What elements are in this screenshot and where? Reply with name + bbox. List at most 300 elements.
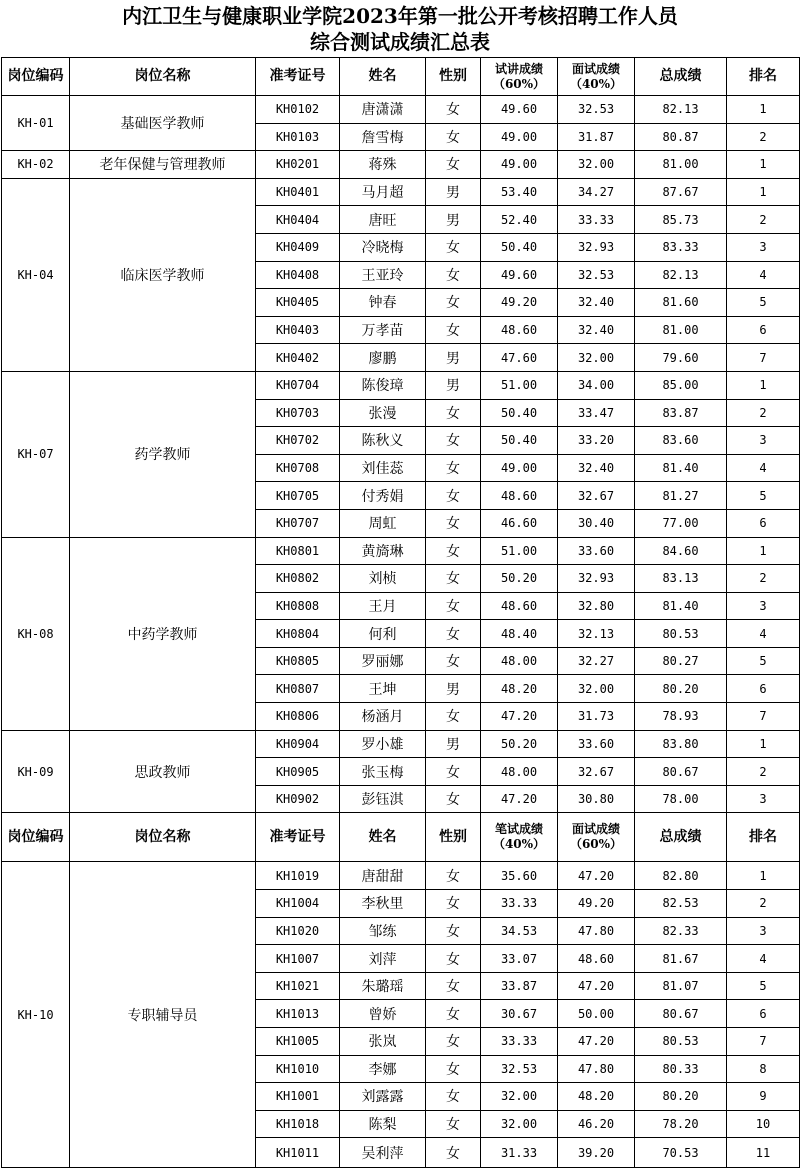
score-1: 48.00	[481, 647, 558, 675]
total-score: 81.07	[635, 972, 727, 1000]
score-1: 50.20	[481, 730, 558, 758]
candidate-name: 万孝苗	[340, 316, 426, 344]
gender: 女	[426, 1083, 481, 1111]
gender: 男	[426, 675, 481, 703]
gender: 女	[426, 917, 481, 945]
score-1: 47.20	[481, 785, 558, 813]
exam-id: KH0802	[256, 565, 340, 593]
gender: 女	[426, 427, 481, 455]
rank: 4	[727, 454, 800, 482]
rank: 6	[727, 1000, 800, 1028]
gender: 女	[426, 565, 481, 593]
score-2: 32.93	[558, 565, 635, 593]
position-code: KH-02	[2, 151, 70, 179]
score-2: 47.80	[558, 1055, 635, 1083]
position-code: KH-07	[2, 371, 70, 537]
gender: 女	[426, 482, 481, 510]
candidate-name: 陈俊璋	[340, 371, 426, 399]
score-1: 50.20	[481, 565, 558, 593]
rank: 1	[727, 371, 800, 399]
gender: 女	[426, 316, 481, 344]
rank: 2	[727, 206, 800, 234]
gender: 女	[426, 454, 481, 482]
total-score: 82.13	[635, 96, 727, 124]
score-2: 30.40	[558, 509, 635, 537]
score-table	[1, 57, 800, 1168]
score-2: 31.87	[558, 123, 635, 151]
candidate-name: 邹练	[340, 917, 426, 945]
page-title: 内江卫生与健康职业学院2023年第一批公开考核招聘工作人员	[122, 4, 678, 28]
total-score: 81.40	[635, 592, 727, 620]
rank: 7	[727, 1028, 800, 1056]
total-score: 81.00	[635, 151, 727, 179]
score-1: 52.40	[481, 206, 558, 234]
rank: 3	[727, 785, 800, 813]
rank: 3	[727, 427, 800, 455]
position-name: 中药学教师	[70, 537, 256, 730]
gender: 女	[426, 1110, 481, 1138]
candidate-name: 刘露露	[340, 1083, 426, 1111]
candidate-name: 陈梨	[340, 1110, 426, 1138]
score-1: 48.60	[481, 592, 558, 620]
exam-id: KH1013	[256, 1000, 340, 1028]
gender: 女	[426, 620, 481, 648]
table-row	[2, 178, 800, 206]
table-row	[2, 371, 800, 399]
score-1: 49.60	[481, 96, 558, 124]
score-2: 34.27	[558, 178, 635, 206]
candidate-name: 张岚	[340, 1028, 426, 1056]
score-2: 32.40	[558, 316, 635, 344]
gender: 女	[426, 123, 481, 151]
header-rank: 排名	[727, 813, 800, 862]
gender: 女	[426, 151, 481, 179]
gender: 女	[426, 1055, 481, 1083]
rank: 5	[727, 972, 800, 1000]
header-score1	[481, 58, 558, 96]
score-2: 33.47	[558, 399, 635, 427]
score-2: 50.00	[558, 1000, 635, 1028]
candidate-name: 冷晓梅	[340, 233, 426, 261]
gender: 女	[426, 890, 481, 918]
score-1: 48.20	[481, 675, 558, 703]
candidate-name: 王亚玲	[340, 261, 426, 289]
header-code: 岗位编码	[2, 813, 70, 862]
header-score2-weight: （40%）	[569, 76, 623, 91]
exam-id: KH0402	[256, 344, 340, 372]
table-body	[2, 58, 800, 1168]
score-2: 32.53	[558, 96, 635, 124]
score-1: 53.40	[481, 178, 558, 206]
score-1: 48.60	[481, 316, 558, 344]
gender: 女	[426, 862, 481, 890]
rank: 5	[727, 647, 800, 675]
header-score2-label: 面试成绩	[571, 822, 620, 837]
position-code: KH-10	[2, 862, 70, 1168]
rank: 6	[727, 675, 800, 703]
header-gender: 性别	[426, 58, 481, 96]
rank: 1	[727, 537, 800, 565]
score-2: 48.20	[558, 1083, 635, 1111]
candidate-name: 唐潇潇	[340, 96, 426, 124]
score-2: 32.67	[558, 482, 635, 510]
position-name: 基础医学教师	[70, 96, 256, 151]
candidate-name: 陈秋义	[340, 427, 426, 455]
rank: 1	[727, 178, 800, 206]
table-row	[2, 151, 800, 179]
table-row	[2, 96, 800, 124]
score-2: 32.00	[558, 151, 635, 179]
header-score1-label: 笔试成绩	[494, 822, 543, 837]
score-2: 32.53	[558, 261, 635, 289]
table-row	[2, 537, 800, 565]
score-1: 32.53	[481, 1055, 558, 1083]
total-score: 83.80	[635, 730, 727, 758]
total-score: 83.13	[635, 565, 727, 593]
total-score: 85.73	[635, 206, 727, 234]
candidate-name: 朱璐瑶	[340, 972, 426, 1000]
total-score: 80.87	[635, 123, 727, 151]
score-1: 49.00	[481, 123, 558, 151]
exam-id: KH0705	[256, 482, 340, 510]
exam-id: KH0703	[256, 399, 340, 427]
header-name: 姓名	[340, 813, 426, 862]
table-row	[2, 730, 800, 758]
candidate-name: 罗小雄	[340, 730, 426, 758]
header-id: 准考证号	[256, 58, 340, 96]
exam-id: KH0801	[256, 537, 340, 565]
candidate-name: 刘萍	[340, 945, 426, 973]
gender: 女	[426, 703, 481, 731]
score-2: 32.80	[558, 592, 635, 620]
gender: 女	[426, 537, 481, 565]
score-1: 30.67	[481, 1000, 558, 1028]
score-2: 47.20	[558, 1028, 635, 1056]
rank: 10	[727, 1110, 800, 1138]
score-1: 34.53	[481, 917, 558, 945]
exam-id: KH1019	[256, 862, 340, 890]
header-position: 岗位名称	[70, 58, 256, 96]
score-1: 49.00	[481, 454, 558, 482]
score-1: 35.60	[481, 862, 558, 890]
gender: 女	[426, 592, 481, 620]
exam-id: KH0702	[256, 427, 340, 455]
gender: 女	[426, 758, 481, 786]
rank: 5	[727, 289, 800, 317]
exam-id: KH0807	[256, 675, 340, 703]
rank: 2	[727, 758, 800, 786]
exam-id: KH0804	[256, 620, 340, 648]
exam-id: KH0902	[256, 785, 340, 813]
total-score: 81.40	[635, 454, 727, 482]
score-2: 32.40	[558, 289, 635, 317]
gender: 女	[426, 1028, 481, 1056]
total-score: 83.33	[635, 233, 727, 261]
gender: 女	[426, 399, 481, 427]
score-2: 47.20	[558, 862, 635, 890]
header-position: 岗位名称	[70, 813, 256, 862]
score-1: 32.00	[481, 1083, 558, 1111]
candidate-name: 周虹	[340, 509, 426, 537]
header-score2	[558, 58, 635, 96]
header-id: 准考证号	[256, 813, 340, 862]
score-1: 51.00	[481, 537, 558, 565]
position-name: 临床医学教师	[70, 178, 256, 371]
rank: 6	[727, 509, 800, 537]
score-1: 47.20	[481, 703, 558, 731]
score-2: 47.20	[558, 972, 635, 1000]
header-score1-weight: （60%）	[492, 76, 546, 91]
exam-id: KH0102	[256, 96, 340, 124]
candidate-name: 刘佳蕊	[340, 454, 426, 482]
total-score: 80.53	[635, 620, 727, 648]
gender: 女	[426, 945, 481, 973]
score-1: 32.00	[481, 1110, 558, 1138]
candidate-name: 王月	[340, 592, 426, 620]
position-name: 专职辅导员	[70, 862, 256, 1168]
exam-id: KH1001	[256, 1083, 340, 1111]
gender: 女	[426, 261, 481, 289]
table-row	[2, 862, 800, 890]
header-score2-label: 面试成绩	[571, 61, 620, 76]
score-1: 33.33	[481, 890, 558, 918]
candidate-name: 钟春	[340, 289, 426, 317]
gender: 男	[426, 730, 481, 758]
score-1: 33.87	[481, 972, 558, 1000]
total-score: 83.87	[635, 399, 727, 427]
score-1: 50.40	[481, 233, 558, 261]
position-name: 药学教师	[70, 371, 256, 537]
score-2: 32.27	[558, 647, 635, 675]
exam-id: KH0403	[256, 316, 340, 344]
score-2: 32.93	[558, 233, 635, 261]
candidate-name: 何利	[340, 620, 426, 648]
gender: 女	[426, 1138, 481, 1168]
header-rank: 排名	[727, 58, 800, 96]
header-name: 姓名	[340, 58, 426, 96]
exam-id: KH1004	[256, 890, 340, 918]
score-2: 33.33	[558, 206, 635, 234]
gender: 男	[426, 206, 481, 234]
score-2: 32.00	[558, 344, 635, 372]
candidate-name: 蒋殊	[340, 151, 426, 179]
rank: 9	[727, 1083, 800, 1111]
exam-id: KH0806	[256, 703, 340, 731]
exam-id: KH0401	[256, 178, 340, 206]
exam-id: KH0408	[256, 261, 340, 289]
exam-id: KH0409	[256, 233, 340, 261]
exam-id: KH1021	[256, 972, 340, 1000]
candidate-name: 唐甜甜	[340, 862, 426, 890]
total-score: 78.00	[635, 785, 727, 813]
position-name: 老年保健与管理教师	[70, 151, 256, 179]
candidate-name: 张玉梅	[340, 758, 426, 786]
rank: 1	[727, 862, 800, 890]
rank: 2	[727, 565, 800, 593]
total-score: 70.53	[635, 1138, 727, 1168]
page-subtitle: 综合测试成绩汇总表	[310, 30, 490, 54]
position-code: KH-09	[2, 730, 70, 813]
position-code: KH-01	[2, 96, 70, 151]
exam-id: KH0905	[256, 758, 340, 786]
total-score: 81.67	[635, 945, 727, 973]
score-1: 47.60	[481, 344, 558, 372]
header-row	[2, 813, 800, 862]
exam-id: KH1018	[256, 1110, 340, 1138]
rank: 1	[727, 730, 800, 758]
rank: 1	[727, 151, 800, 179]
total-score: 80.67	[635, 1000, 727, 1028]
score-2: 34.00	[558, 371, 635, 399]
rank: 4	[727, 945, 800, 973]
position-code: KH-08	[2, 537, 70, 730]
score-1: 50.40	[481, 427, 558, 455]
header-score1-label: 试讲成绩	[494, 61, 543, 76]
total-score: 80.20	[635, 1083, 727, 1111]
header-score2-weight: （60%）	[569, 837, 623, 852]
total-score: 82.53	[635, 890, 727, 918]
score-1: 49.00	[481, 151, 558, 179]
candidate-name: 付秀娟	[340, 482, 426, 510]
score-2: 46.20	[558, 1110, 635, 1138]
total-score: 80.20	[635, 675, 727, 703]
total-score: 80.27	[635, 647, 727, 675]
score-2: 48.60	[558, 945, 635, 973]
exam-id: KH1005	[256, 1028, 340, 1056]
score-1: 33.33	[481, 1028, 558, 1056]
gender: 男	[426, 178, 481, 206]
total-score: 83.60	[635, 427, 727, 455]
total-score: 77.00	[635, 509, 727, 537]
candidate-name: 张漫	[340, 399, 426, 427]
total-score: 78.93	[635, 703, 727, 731]
candidate-name: 马月超	[340, 178, 426, 206]
exam-id: KH0704	[256, 371, 340, 399]
header-score1-weight: （40%）	[492, 837, 546, 852]
gender: 女	[426, 1000, 481, 1028]
exam-id: KH1007	[256, 945, 340, 973]
header-total: 总成绩	[635, 58, 727, 96]
score-2: 32.67	[558, 758, 635, 786]
candidate-name: 杨涵月	[340, 703, 426, 731]
score-1: 50.40	[481, 399, 558, 427]
exam-id: KH1020	[256, 917, 340, 945]
header-code: 岗位编码	[2, 58, 70, 96]
exam-id: KH0103	[256, 123, 340, 151]
candidate-name: 黄旖琳	[340, 537, 426, 565]
exam-id: KH1011	[256, 1138, 340, 1168]
score-2: 31.73	[558, 703, 635, 731]
exam-id: KH0405	[256, 289, 340, 317]
rank: 3	[727, 233, 800, 261]
total-score: 80.53	[635, 1028, 727, 1056]
gender: 女	[426, 289, 481, 317]
candidate-name: 曾娇	[340, 1000, 426, 1028]
score-2: 47.80	[558, 917, 635, 945]
candidate-name: 彭钰淇	[340, 785, 426, 813]
score-1: 31.33	[481, 1138, 558, 1168]
rank: 3	[727, 592, 800, 620]
header-gender: 性别	[426, 813, 481, 862]
candidate-name: 李秋里	[340, 890, 426, 918]
candidate-name: 李娜	[340, 1055, 426, 1083]
candidate-name: 吴利萍	[340, 1138, 426, 1168]
rank: 4	[727, 261, 800, 289]
total-score: 81.00	[635, 316, 727, 344]
total-score: 80.67	[635, 758, 727, 786]
candidate-name: 王坤	[340, 675, 426, 703]
total-score: 87.67	[635, 178, 727, 206]
rank: 6	[727, 316, 800, 344]
total-score: 82.13	[635, 261, 727, 289]
total-score: 85.00	[635, 371, 727, 399]
rank: 5	[727, 482, 800, 510]
score-1: 49.20	[481, 289, 558, 317]
exam-id: KH1010	[256, 1055, 340, 1083]
gender: 男	[426, 344, 481, 372]
total-score: 82.80	[635, 862, 727, 890]
candidate-name: 唐旺	[340, 206, 426, 234]
score-2: 33.60	[558, 730, 635, 758]
candidate-name: 廖鹏	[340, 344, 426, 372]
total-score: 78.20	[635, 1110, 727, 1138]
score-2: 32.00	[558, 675, 635, 703]
exam-id: KH0808	[256, 592, 340, 620]
exam-id: KH0708	[256, 454, 340, 482]
gender: 女	[426, 96, 481, 124]
score-2: 39.20	[558, 1138, 635, 1168]
gender: 男	[426, 371, 481, 399]
exam-id: KH0404	[256, 206, 340, 234]
score-2: 30.80	[558, 785, 635, 813]
total-score: 81.27	[635, 482, 727, 510]
score-1: 48.00	[481, 758, 558, 786]
position-code: KH-04	[2, 178, 70, 371]
rank: 11	[727, 1138, 800, 1168]
position-name: 思政教师	[70, 730, 256, 813]
rank: 1	[727, 96, 800, 124]
rank: 2	[727, 399, 800, 427]
rank: 2	[727, 890, 800, 918]
exam-id: KH0201	[256, 151, 340, 179]
score-1: 49.60	[481, 261, 558, 289]
gender: 女	[426, 233, 481, 261]
candidate-name: 刘桢	[340, 565, 426, 593]
score-1: 33.07	[481, 945, 558, 973]
gender: 女	[426, 509, 481, 537]
rank: 4	[727, 620, 800, 648]
header-score2	[558, 813, 635, 862]
candidate-name: 罗丽娜	[340, 647, 426, 675]
total-score: 84.60	[635, 537, 727, 565]
exam-id: KH0805	[256, 647, 340, 675]
total-score: 80.33	[635, 1055, 727, 1083]
exam-id: KH0707	[256, 509, 340, 537]
header-total: 总成绩	[635, 813, 727, 862]
gender: 女	[426, 647, 481, 675]
total-score: 81.60	[635, 289, 727, 317]
header-score1	[481, 813, 558, 862]
header-row	[2, 58, 800, 96]
total-score: 82.33	[635, 917, 727, 945]
rank: 7	[727, 344, 800, 372]
exam-id: KH0904	[256, 730, 340, 758]
rank: 2	[727, 123, 800, 151]
score-2: 49.20	[558, 890, 635, 918]
gender: 女	[426, 972, 481, 1000]
score-1: 51.00	[481, 371, 558, 399]
rank: 8	[727, 1055, 800, 1083]
